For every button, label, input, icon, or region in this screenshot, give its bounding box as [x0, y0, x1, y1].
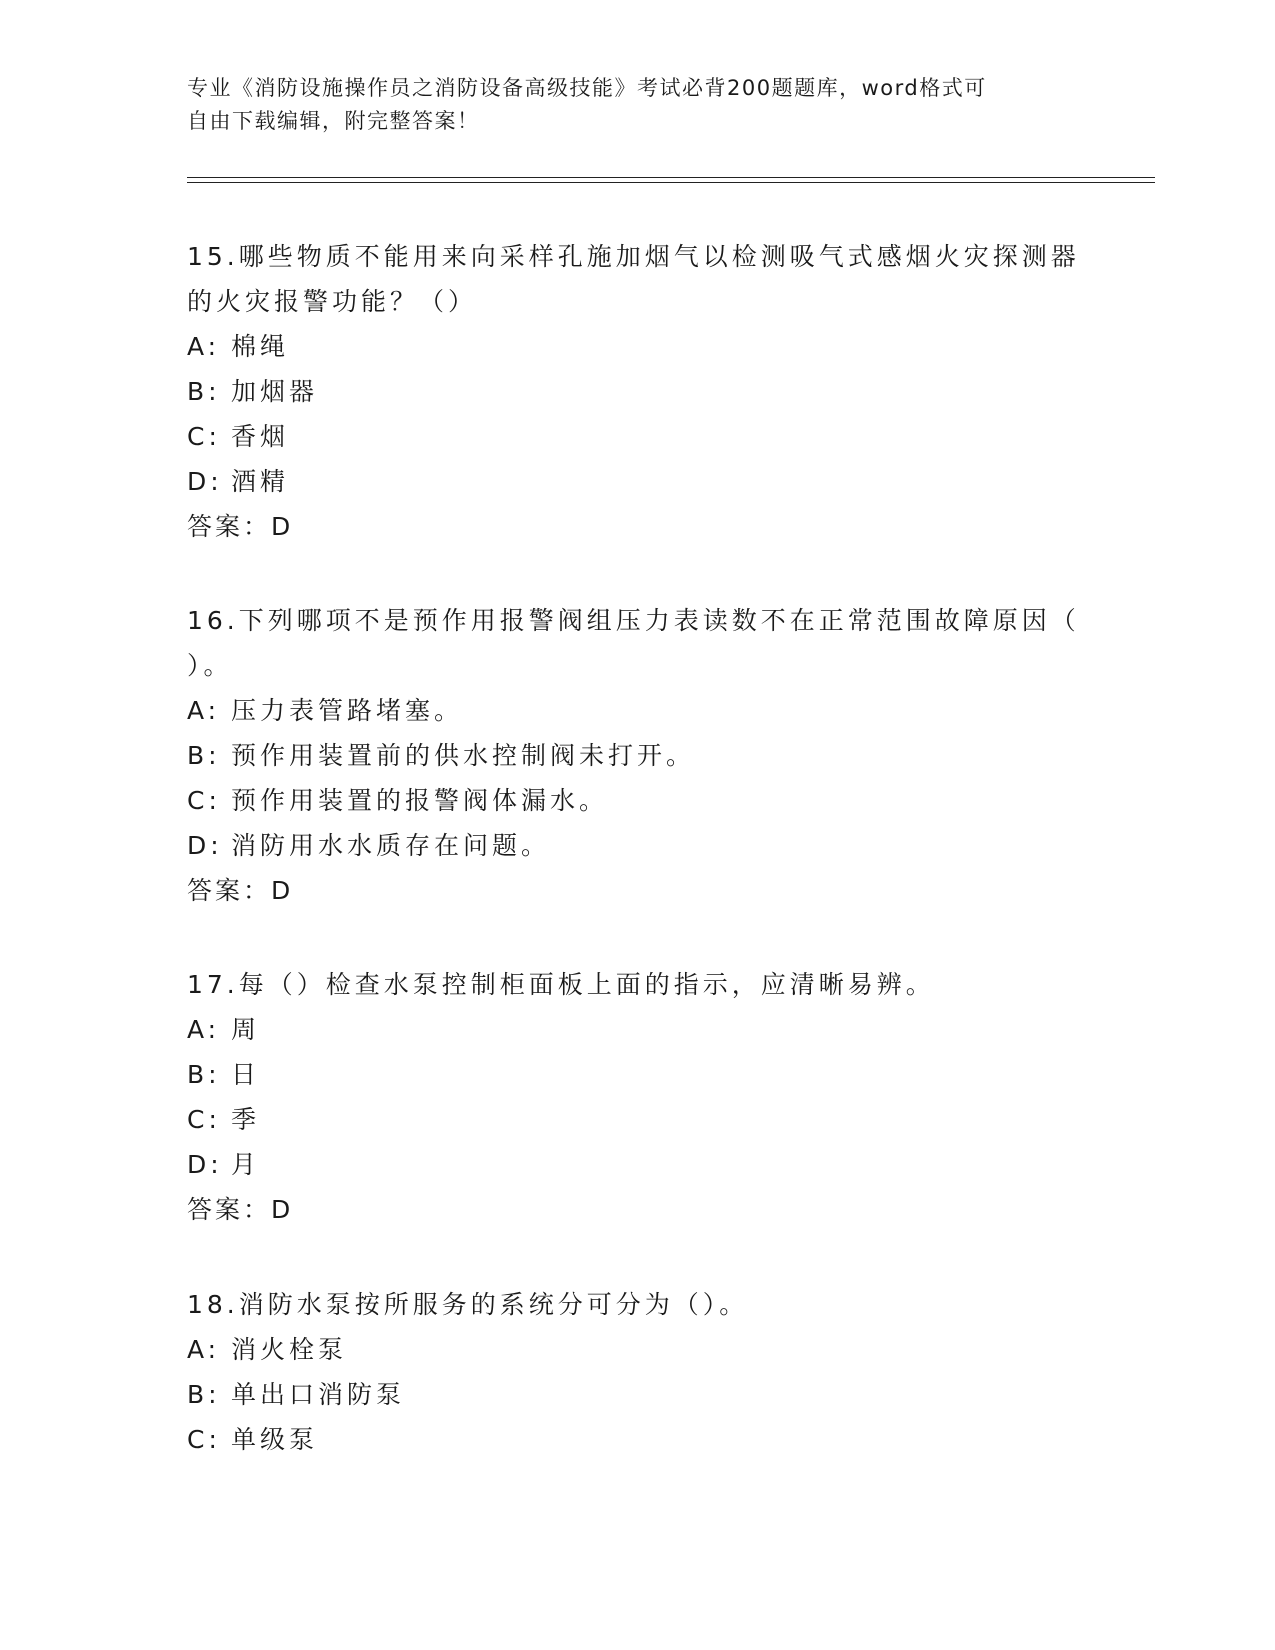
- option-d: [187, 1142, 1087, 1187]
- header-divider-bottom: [187, 182, 1155, 183]
- option-text: 棉绳: [231, 332, 290, 361]
- option-key: D:: [187, 467, 223, 496]
- option-key: A:: [187, 1015, 221, 1044]
- question-18: [187, 1282, 1087, 1462]
- answer-line: 答案：D: [187, 876, 294, 905]
- option-b: [187, 733, 1087, 778]
- option-text: 加烟器: [231, 377, 319, 406]
- option-a: [187, 324, 1087, 369]
- option-b: [187, 1052, 1087, 1097]
- option-c: [187, 1097, 1087, 1142]
- question-number: 16.: [187, 606, 239, 635]
- option-text: 酒精: [231, 467, 290, 496]
- option-key: C:: [187, 786, 221, 815]
- header-divider-top: [187, 177, 1155, 178]
- option-text: 香烟: [231, 422, 290, 451]
- option-key: C:: [187, 1105, 221, 1134]
- header-line-2: 自由下载编辑，附完整答案！: [187, 109, 480, 133]
- option-key: C:: [187, 1425, 221, 1454]
- question-text-line-1: 下列哪项不是预作用报警阀组压力表读数不在正常范围故障原因（: [238, 606, 1080, 635]
- question-number: 15.: [187, 242, 239, 271]
- option-a: [187, 1007, 1087, 1052]
- question-text-line-1: 哪些物质不能用来向采样孔施加烟气以检测吸气式感烟火灾探测器: [238, 242, 1080, 271]
- option-key: D:: [187, 1150, 223, 1179]
- option-key: B:: [187, 1380, 221, 1409]
- question-text-line-2: 的火灾报警功能？（）: [187, 287, 478, 316]
- option-key: A:: [187, 1335, 221, 1364]
- option-text: 月: [231, 1150, 261, 1179]
- question-16: [187, 598, 1087, 913]
- option-text: 季: [231, 1105, 261, 1134]
- option-c: [187, 414, 1087, 459]
- answer-line: 答案：D: [187, 512, 294, 541]
- question-text-line-1: 每（）检查水泵控制柜面板上面的指示，应清晰易辨。: [238, 970, 935, 999]
- option-key: B:: [187, 377, 221, 406]
- option-text: 预作用装置的报警阀体漏水。: [231, 786, 609, 815]
- option-c: [187, 778, 1087, 823]
- question-17: [187, 962, 1087, 1232]
- option-key: C:: [187, 422, 221, 451]
- option-key: D:: [187, 831, 223, 860]
- option-d: [187, 823, 1087, 868]
- option-b: [187, 1372, 1087, 1417]
- question-text-line-2: ）。: [187, 651, 233, 680]
- question-text: [187, 962, 1087, 1007]
- document-header: [187, 72, 1087, 138]
- question-text: [187, 598, 1087, 643]
- question-number: 17.: [187, 970, 239, 999]
- question-text: [187, 1282, 1087, 1327]
- question-text: [187, 234, 1087, 279]
- option-b: [187, 369, 1087, 414]
- option-text: 消防用水水质存在问题。: [231, 831, 551, 860]
- option-d: [187, 459, 1087, 504]
- question-number: 18.: [187, 1290, 239, 1319]
- option-text: 消火栓泵: [231, 1335, 348, 1364]
- question-15: [187, 234, 1087, 549]
- option-a: [187, 688, 1087, 733]
- option-key: A:: [187, 696, 221, 725]
- answer-line: 答案：D: [187, 1195, 294, 1224]
- question-text-line-1: 消防水泵按所服务的系统分可分为（）。: [238, 1290, 749, 1319]
- option-text: 周: [231, 1015, 261, 1044]
- option-key: A:: [187, 332, 221, 361]
- option-text: 预作用装置前的供水控制阀未打开。: [231, 741, 696, 770]
- option-c: [187, 1417, 1087, 1462]
- option-key: B:: [187, 1060, 221, 1089]
- header-line-1: 专业《消防设施操作员之消防设备高级技能》考试必背200题题库，word格式可: [187, 76, 987, 100]
- option-text: 压力表管路堵塞。: [231, 696, 464, 725]
- option-text: 日: [231, 1060, 261, 1089]
- option-a: [187, 1327, 1087, 1372]
- option-text: 单级泵: [231, 1425, 319, 1454]
- option-key: B:: [187, 741, 221, 770]
- option-text: 单出口消防泵: [231, 1380, 406, 1409]
